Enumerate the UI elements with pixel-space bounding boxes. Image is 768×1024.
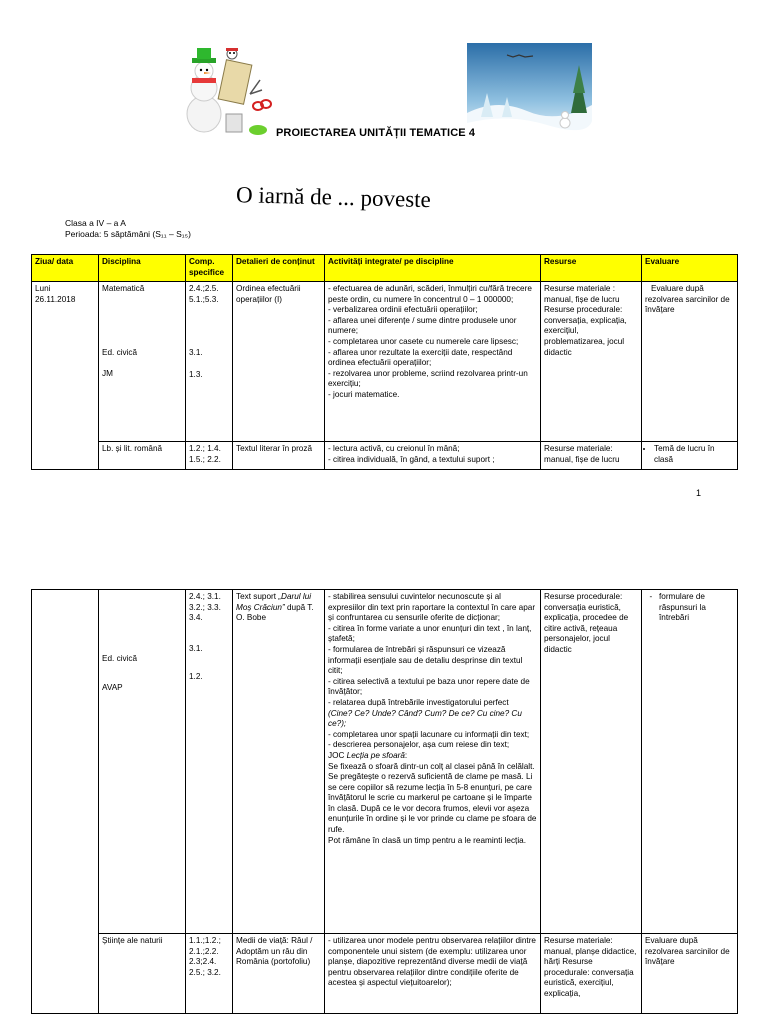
competence-item: 3.4. <box>189 613 203 623</box>
competence-item: 1.5.; 2.2. <box>189 454 221 464</box>
activity-item: - citirea în forme variate a unor enunțuri din text , în lanț, ștafetă; <box>328 623 532 644</box>
competence-item: 3.2.; 3.3. <box>189 602 221 612</box>
activity-item: - citirea selectivă a textului pe baza unor repere date de învățător; <box>328 676 530 697</box>
resources-cell: Resurse materiale : manual, fișe de lucru Resurse procedurale: conversația, explicația, exercițiul, problematizarea, jocul didactic <box>541 282 642 442</box>
header-resources: Resurse <box>541 255 642 282</box>
discipline-avap: AVAP <box>102 682 123 692</box>
evaluation-bullet: - formulare de răspunsuri la întrebări <box>659 592 734 624</box>
game-description: Se fixează o sfoară dintr-un colț al clasei până în celălalt. Se pregătește o rezervă suficientă de clame pe masă. Li se cere copiilor să rezume lecția în 5-8 enunțuri, pe care învățătorul le scrie cu markerul pe cartoane și le împarte în clasă. După ce le vor decora frumos, elevii vor așeza enunțurile în ordine și le vor prinde cu clame pe sfoara de rufe. <box>328 761 537 835</box>
resources-cell: Resurse materiale: manual, planșe didactice, hărți Resurse procedurale: conversația euristică, exercițiul, explicația, <box>541 934 642 1014</box>
competences-cell <box>186 590 233 934</box>
content-text: Text suport <box>236 592 279 601</box>
game-label: JOC <box>328 750 347 760</box>
content-cell: Medii de viață: Râul / Adoptăm un râu din România (portofoliu) <box>233 934 325 1014</box>
activity-item: - aflarea unei diferențe / sume dintre produsele unor numere; <box>328 315 517 336</box>
table-row <box>32 590 738 934</box>
competence-item: 3.1. <box>189 348 203 358</box>
evaluation-cell <box>642 590 738 934</box>
discipline-civic: Ed. civică <box>102 654 138 663</box>
activities-cell <box>325 442 541 470</box>
activities-cell <box>325 934 541 1014</box>
competence-item: 1.2. <box>189 672 203 682</box>
competences-cell <box>186 934 233 1014</box>
table-row <box>32 282 738 442</box>
evaluation-bullet: • Temă de lucru în clasă <box>654 444 734 465</box>
table-header-row <box>32 255 738 282</box>
evaluation-cell <box>642 282 738 442</box>
content-cell: Textul literar în proză <box>233 442 325 470</box>
content-cell: Ordinea efectuării operațiilor (I) <box>233 282 325 442</box>
activity-item: - citirea individuală, în gând, a textului suport ; <box>328 454 495 464</box>
activity-item: - formularea de întrebări și răspunsuri ce vizează informații esențiale sau de detaliu desprinse din textul citit; <box>328 644 523 676</box>
evaluation-text: Evaluare după rezolvarea sarcinilor de învățare <box>645 284 730 315</box>
competence-item: 1.3. <box>189 369 203 379</box>
lesson-plan-table <box>31 254 738 470</box>
competence-item: 1.2.; 1.4. <box>189 444 221 453</box>
activities-cell: - stabilirea sensului cuvintelor necunoscute și al expresiilor din text prin raportare la contextul în care apar și confruntarea cu sensurile oferite de dicționar; - citirea în forme variate a unor enunțuri din text , în lanț, ștafetă; - formularea de întrebări și răspunsuri ce vizează informații esențiale sau de detaliu desprinse din textul citit; - citirea selectivă a textului pe baza unor repere date de învățător; - relatarea după întrebările investigatorului perfect (Cine? Ce? Unde? Când? Cum? De ce? Cu cine? Cu ce?); - completarea unor spații lacunare cu informații din text; - descrierea personajelor, așa cum reiese din text; JOC Lecția pe sfoară: Se fixează o sfoară dintr-un colț al clasei până în celălalt. Se pregătește o rezervă suficientă de clame pe masă. Li se cere copiilor să rezume lecția în 5-8 enunțuri, pe care învățătorul le scrie cu markerul pe cartoane și le împarte în clasă. După ce le vor decora frumos, elevii vor așeza enunțurile în ordine și le vor prinde cu clame pe sfoara de rufe. Pot rămâne în clasă un timp pentru a le reaminti lecția. <box>325 590 541 934</box>
day-date-cell <box>32 282 99 470</box>
unit-title <box>236 178 536 223</box>
game-name: Lecția pe sfoară <box>346 750 405 760</box>
activity-item: - lectura activă, cu creionul în mână; <box>328 444 460 453</box>
competences-cell <box>186 442 233 470</box>
competence-item: 2.3;2.4. <box>189 957 217 967</box>
header-content-details: Detalieri de conținut <box>233 255 325 282</box>
competence-item: 2.1.;2.2. <box>189 946 219 956</box>
activity-questions: (Cine? Ce? Unde? Când? Cum? De ce? Cu cine? Cu ce?); <box>328 708 522 729</box>
content-author: după T. O. Bobe <box>236 602 314 623</box>
day-date-cell <box>32 590 99 1014</box>
evaluation-cell: Evaluare după rezolvarea sarcinilor de învățare <box>642 934 738 1014</box>
activity-item: - completarea unor casete cu numerele care lipsesc; <box>328 336 519 346</box>
competence-item: 1.1.;1.2.; <box>189 936 221 945</box>
resources-cell: Resurse procedurale: conversația euristică, explicația, procedee de citire activă, rețeaua personajelor, jocul didactic <box>541 590 642 934</box>
content-cell <box>233 590 325 934</box>
activity-item: - efectuarea de adunări, scăderi, înmulțiri cu/fără trecere peste ordin, cu numere în concentrul 0 – 1 000000; <box>328 284 532 304</box>
discipline-math: Matematică <box>102 284 145 293</box>
day-label: Luni <box>35 284 51 293</box>
period-label: Perioada: 5 săptămâni (S₁₁ – S₁₅) <box>65 229 191 239</box>
competences-cell <box>186 282 233 442</box>
document-title: PROIECTAREA UNITĂȚII TEMATICE 4 <box>276 127 476 139</box>
date-label: 26.11.2018 <box>35 294 76 304</box>
page-number: 1 <box>696 488 702 498</box>
lesson-plan-table-continued <box>31 589 738 1014</box>
activity-item: - completarea unor spații lacunare cu informații din text; <box>328 729 530 739</box>
activity-item: - descrierea personajelor, așa cum reiese din text; <box>328 740 510 750</box>
table-row <box>32 934 738 1014</box>
activity-item: - relatarea după întrebările investigatorului perfect <box>328 697 509 707</box>
winter-landscape-image <box>467 43 592 139</box>
discipline-cell: Științe ale naturii <box>99 934 186 1014</box>
competence-item: 3.1. <box>189 643 203 653</box>
discipline-cell: Lb. și lit. română <box>99 442 186 470</box>
header-activities: Activități integrate/ pe discipline <box>325 255 541 282</box>
discipline-civic: Ed. civică <box>102 347 138 357</box>
evaluation-cell <box>642 442 738 470</box>
competence-item: 2.4.;2.5. <box>189 284 219 293</box>
activity-item: - aflarea unor rezultate la exerciții date, respectând ordinea efectuării operațiilor; <box>328 347 513 368</box>
table-row <box>32 442 738 470</box>
class-label: Clasa a IV – a A <box>65 218 126 228</box>
resources-cell: Resurse materiale: manual, fișe de lucru <box>541 442 642 470</box>
header-discipline: Disciplina <box>99 255 186 282</box>
activities-cell <box>325 282 541 442</box>
competence-item: 5.1.;5.3. <box>189 294 219 304</box>
discipline-cell <box>99 590 186 934</box>
unit-title-text: O iarnă de ... poveste <box>236 182 432 213</box>
competence-item: 2.5.; 3.2. <box>189 967 221 977</box>
discipline-jm: JM <box>102 369 113 379</box>
activity-item: - rezolvarea unor probleme, scriind rezolvarea printr-un exercițiu; <box>328 368 528 389</box>
discipline-cell <box>99 282 186 442</box>
game-ending: Pot rămâne în clasă un timp pentru a le reaminti lecția. <box>328 835 526 845</box>
activity-item: - verbalizarea ordinii efectuării operațiilor; <box>328 305 478 315</box>
header-competences: Comp. specifice <box>186 255 233 282</box>
content-title: „Darul lui Moș Crăciun” <box>236 592 312 612</box>
activity-item: - utilizarea unor modele pentru observarea relațiilor dintre componentele unui sistem (de exemplu: utilizarea unor planșe, diapozitive reprezentând diverse medii de viață pentru observarea relațiilor dintre condițiile oferite de acestea și aspectul viețuitoarelor); <box>328 936 536 988</box>
competence-item: 2.4.; 3.1. <box>189 592 221 601</box>
header-day-date: Ziua/ data <box>32 255 99 282</box>
header-evaluation: Evaluare <box>642 255 738 282</box>
snowman-craft-illustration <box>178 44 273 139</box>
activity-item: - stabilirea sensului cuvintelor necunoscute și al expresiilor din text prin raportare la contextul în care apar și confruntarea cu sensurile oferite de dicționar; <box>328 592 536 623</box>
activity-item: - jocuri matematice. <box>328 389 400 399</box>
